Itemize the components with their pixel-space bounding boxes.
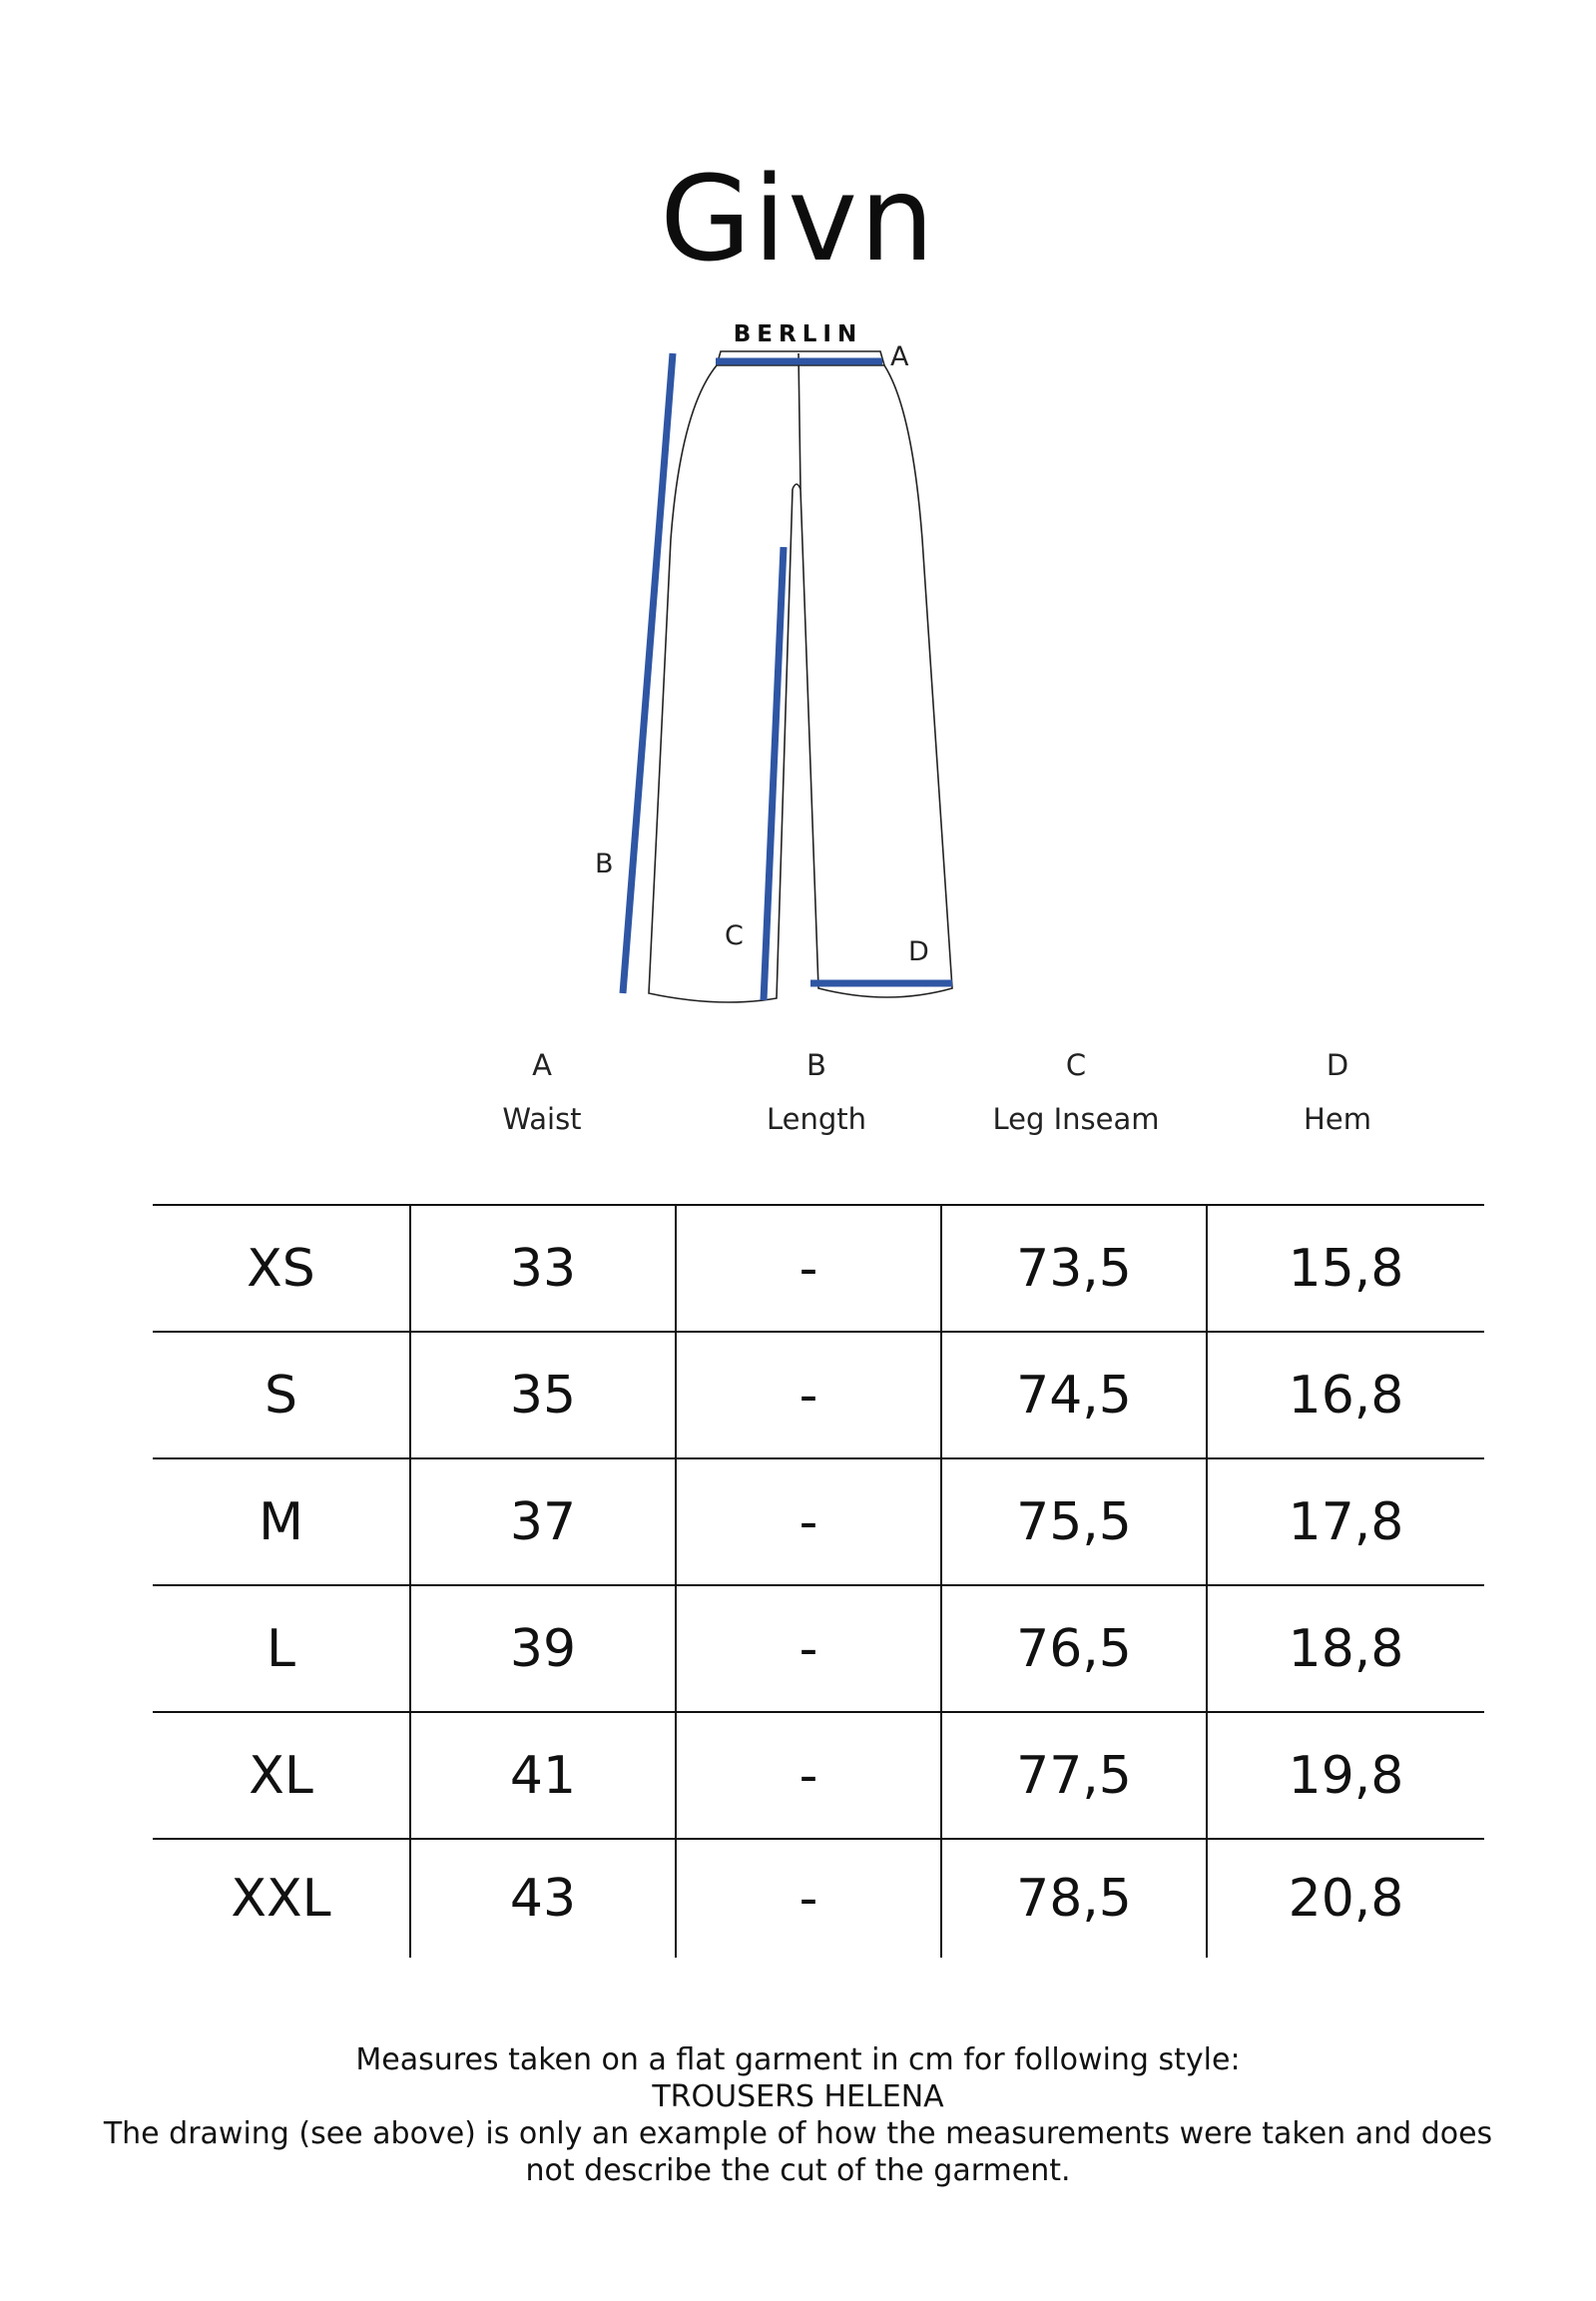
column-name: Waist — [502, 1102, 582, 1136]
hem-cell: 19,8 — [1207, 1712, 1484, 1839]
brand-name: Givn — [660, 150, 936, 288]
table-row — [153, 1839, 1484, 1958]
size-table — [153, 1204, 1484, 1958]
footnote-style-name: TROUSERS HELENA — [652, 2079, 944, 2114]
inseam-cell: 77,5 — [941, 1712, 1207, 1839]
table-row — [153, 1712, 1484, 1839]
column-letter: C — [1065, 1048, 1087, 1082]
label-c: C — [725, 920, 744, 951]
label-d: D — [908, 936, 929, 967]
inseam-cell: 75,5 — [941, 1458, 1207, 1585]
waist-cell: 37 — [410, 1458, 676, 1585]
waist-cell: 43 — [410, 1839, 676, 1958]
length-cell: - — [676, 1332, 941, 1458]
label-b: B — [595, 849, 614, 879]
column-heading-inseam — [946, 1038, 1206, 1146]
column-letter: B — [806, 1048, 826, 1082]
trouser-diagram — [579, 339, 998, 1018]
footnote-line: not describe the cut of the garment. — [525, 2153, 1071, 2188]
waist-cell: 41 — [410, 1712, 676, 1839]
inseam-cell: 73,5 — [941, 1205, 1207, 1332]
length-cell: - — [676, 1712, 941, 1839]
brand-logo — [0, 150, 1596, 347]
inseam-cell: 78,5 — [941, 1839, 1207, 1958]
line-b-length — [623, 353, 673, 993]
size-cell: XXL — [153, 1839, 410, 1958]
inseam-cell: 76,5 — [941, 1585, 1207, 1712]
column-name: Hem — [1304, 1102, 1371, 1136]
hem-cell: 16,8 — [1207, 1332, 1484, 1458]
footnote — [0, 2041, 1596, 2189]
column-name: Leg Inseam — [992, 1102, 1160, 1136]
column-heading-length — [687, 1038, 946, 1146]
column-letter: D — [1326, 1048, 1349, 1082]
length-cell: - — [676, 1205, 941, 1332]
size-cell: L — [153, 1585, 410, 1712]
table-row — [153, 1458, 1484, 1585]
column-letter: A — [532, 1048, 552, 1082]
footnote-line: The drawing (see above) is only an example of how the measurements were taken and does — [103, 2116, 1493, 2151]
hem-cell: 15,8 — [1207, 1205, 1484, 1332]
waist-cell: 33 — [410, 1205, 676, 1332]
table-row — [153, 1205, 1484, 1332]
length-cell: - — [676, 1458, 941, 1585]
hem-cell: 20,8 — [1207, 1839, 1484, 1958]
size-cell: S — [153, 1332, 410, 1458]
hem-cell: 17,8 — [1207, 1458, 1484, 1585]
waist-cell: 39 — [410, 1585, 676, 1712]
table-row — [153, 1332, 1484, 1458]
table-row — [153, 1585, 1484, 1712]
inseam-cell: 74,5 — [941, 1332, 1207, 1458]
length-cell: - — [676, 1839, 941, 1958]
hem-cell: 18,8 — [1207, 1585, 1484, 1712]
column-name: Length — [766, 1102, 867, 1136]
length-cell: - — [676, 1585, 941, 1712]
footnote-line: Measures taken on a flat garment in cm for following style: — [355, 2042, 1241, 2077]
right-leg-outline — [800, 365, 952, 997]
brand-city: BERLIN — [733, 321, 863, 347]
label-a: A — [890, 341, 909, 372]
size-cell: XL — [153, 1712, 410, 1839]
crotch-curve — [793, 484, 800, 489]
line-c-inseam — [764, 547, 784, 1000]
column-heading-waist — [412, 1038, 672, 1146]
trouser-outline — [579, 339, 998, 1018]
center-seam — [798, 353, 800, 489]
size-cell: XS — [153, 1205, 410, 1332]
size-cell: M — [153, 1458, 410, 1585]
column-heading-hem — [1208, 1038, 1467, 1146]
waist-cell: 35 — [410, 1332, 676, 1458]
